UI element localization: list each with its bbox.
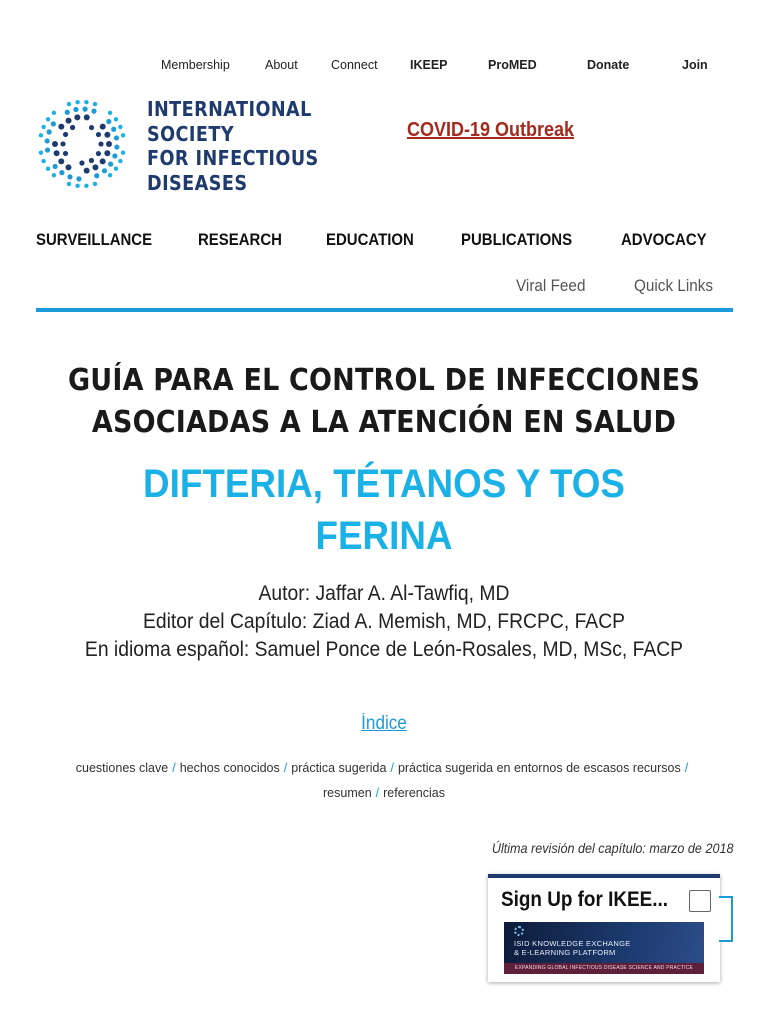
spanish-translator-line: En idioma español: Samuel Ponce de León-Rosales, MD, MSc, FACP	[84, 638, 684, 661]
banner-line-1: ISID KNOWLEDGE EXCHANGE	[514, 939, 631, 948]
viral-feed-link[interactable]: Viral Feed	[516, 276, 586, 295]
toc-separator: /	[684, 761, 689, 775]
toc-separator: /	[172, 761, 176, 775]
toc-separator: /	[390, 761, 394, 775]
toc-separator: /	[283, 761, 288, 775]
toc-link[interactable]: cuestiones clave	[75, 761, 169, 775]
toc-link[interactable]: resumen	[323, 786, 372, 800]
top-nav-join[interactable]: Join	[682, 58, 708, 72]
chapter-authors	[68, 580, 701, 664]
main-nav-surveillance[interactable]: SURVEILLANCE	[36, 230, 153, 249]
banner-line-2: & E-LEARNING PLATFORM	[514, 948, 616, 957]
toc-separator: /	[375, 786, 380, 800]
signup-checkbox[interactable]	[689, 890, 711, 912]
toc-link[interactable]: práctica sugerida en entornos de escasos recursos	[397, 761, 681, 775]
side-widget-tab[interactable]	[719, 896, 733, 942]
toc-link[interactable]: referencias	[383, 786, 445, 800]
isid-logo-icon	[36, 96, 128, 192]
top-nav-ikeep[interactable]: IKEEP	[410, 58, 448, 72]
revision-date: Última revisión del capítulo: marzo de 2018	[491, 840, 733, 856]
header-divider	[36, 308, 733, 312]
quick-links-link[interactable]: Quick Links	[634, 276, 714, 295]
top-nav-donate[interactable]: Donate	[587, 58, 630, 72]
editor-line: Editor del Capítulo: Ziad A. Memish, MD, FRCPC, FACP	[142, 610, 626, 633]
toc-link[interactable]: práctica sugerida	[291, 761, 387, 775]
toc-link[interactable]: hechos conocidos	[179, 761, 280, 775]
isid-mini-logo-icon	[514, 926, 524, 936]
top-nav-membership[interactable]: Membership	[161, 58, 230, 72]
main-nav-education[interactable]: EDUCATION	[326, 230, 414, 249]
author-line: Autor: Jaffar A. Al-Tawfiq, MD	[258, 582, 510, 605]
top-nav-connect[interactable]: Connect	[331, 58, 378, 72]
top-nav-about[interactable]: About	[265, 58, 298, 72]
main-nav-publications[interactable]: PUBLICATIONS	[461, 230, 573, 249]
top-nav-promed[interactable]: ProMED	[488, 58, 537, 72]
main-nav-advocacy[interactable]: ADVOCACY	[621, 230, 707, 249]
guide-title: GUÍA PARA EL CONTROL DE INFECCIONES ASOCIADAS A LA ATENCIÓN EN SALUD	[67, 363, 701, 440]
chapter-title: DIFTERIA, TÉTANOS Y TOS FERINA	[143, 462, 625, 558]
banner-tagline: EXPANDING GLOBAL INFECTIOUS DISEASE SCIENCE AND PRACTICE	[504, 963, 704, 974]
top-utility-nav	[0, 58, 768, 76]
index-link[interactable]: Índice	[361, 713, 407, 734]
signup-title: Sign Up for IKEE...	[501, 888, 668, 911]
main-nav-research[interactable]: RESEARCH	[198, 230, 282, 249]
chapter-toc	[40, 756, 728, 806]
covid-outbreak-link[interactable]: COVID-19 Outbreak	[407, 119, 575, 141]
main-nav	[0, 230, 768, 252]
logo-wordmark: INTERNATIONAL SOCIETY FOR INFECTIOUS DISEASES	[147, 97, 319, 195]
ikee-banner-image[interactable]	[504, 922, 704, 974]
ikee-signup-widget[interactable]	[488, 874, 720, 982]
